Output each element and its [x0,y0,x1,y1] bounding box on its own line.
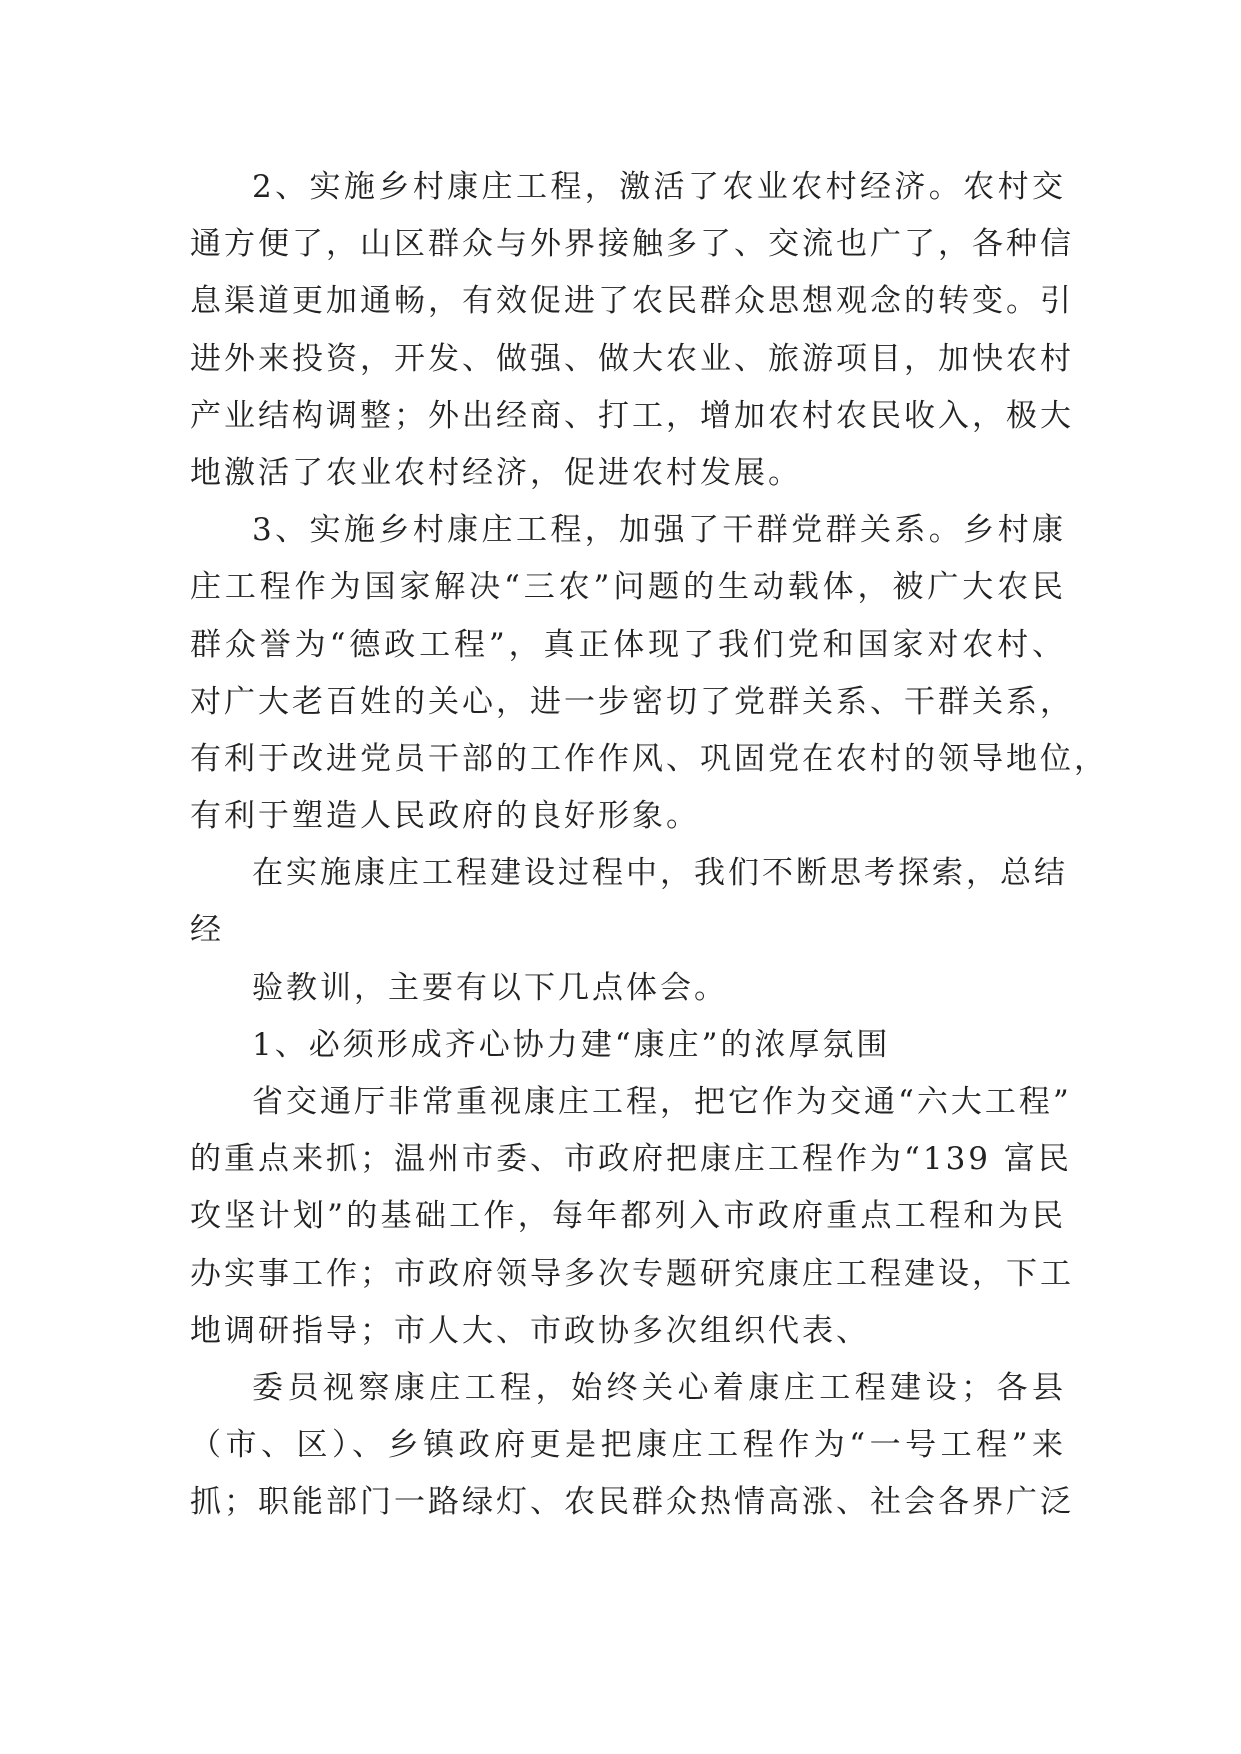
paragraph-line: （市、区）、乡镇政府更是把康庄工程作为“一号工程”来 [190,1427,1066,1464]
paragraph-line: 庄工程作为国家解决“三农”问题的生动载体，被广大农民 [190,569,1066,606]
paragraph-line: 3、实施乡村康庄工程，加强了干群党群关系。乡村康 [252,512,1066,549]
paragraph-line: 抓；职能部门一路绿灯、农民群众热情高涨、社会各界广泛 [190,1484,1074,1521]
paragraph-line: 省交通厅非常重视康庄工程，把它作为交通“六大工程” [252,1084,1072,1120]
paragraph-line: 经 [190,912,224,949]
paragraph-line: 通方便了，山区群众与外界接触多了、交流也广了，各种信 [190,226,1074,263]
paragraph-line: 攻坚计划”的基础工作，每年都列入市政府重点工程和为民 [190,1198,1066,1235]
paragraph-line: 产业结构调整；外出经商、打工，增加农村农民收入，极大 [190,397,1074,434]
paragraph-line: 办实事工作；市政府领导多次专题研究康庄工程建设，下工 [190,1255,1074,1292]
paragraph-line: 有利于塑造人民政府的良好形象。 [190,798,700,835]
paragraph-line: 息渠道更加通畅，有效促进了农民群众思想观念的转变。引 [190,283,1074,320]
paragraph-line: 对广大老百姓的关心，进一步密切了党群关系、干群关系， [190,683,1074,720]
paragraph-line: 地激活了农业农村经济，促进农村发展。 [190,454,802,491]
paragraph-line: 2、实施乡村康庄工程，激活了农业农村经济。农村交 [252,169,1066,205]
paragraph-line: 在实施康庄工程建设过程中，我们不断思考探索，总结 [252,855,1068,892]
document-body [190,159,1108,1532]
paragraph-line: 群众誉为“德政工程”，真正体现了我们党和国家对农村、 [190,626,1066,663]
paragraph-line: 委员视察康庄工程，始终关心着康庄工程建设；各县 [252,1369,1066,1406]
paragraph-line: 验教训，主要有以下几点体会。 [252,969,728,1006]
paragraph-line: 有利于改进党员干部的工作作风、巩固党在农村的领导地位， [190,740,1108,777]
paragraph-line: 的重点来抓；温州市委、市政府把康庄工程作为“139 富民 [190,1141,1072,1178]
paragraph-line: 地调研指导；市人大、市政协多次组织代表、 [190,1312,870,1349]
paragraph-line: 进外来投资，开发、做强、做大农业、旅游项目，加快农村 [190,340,1074,377]
section-heading: 1、必须形成齐心协力建“康庄”的浓厚氛围 [252,1026,891,1063]
